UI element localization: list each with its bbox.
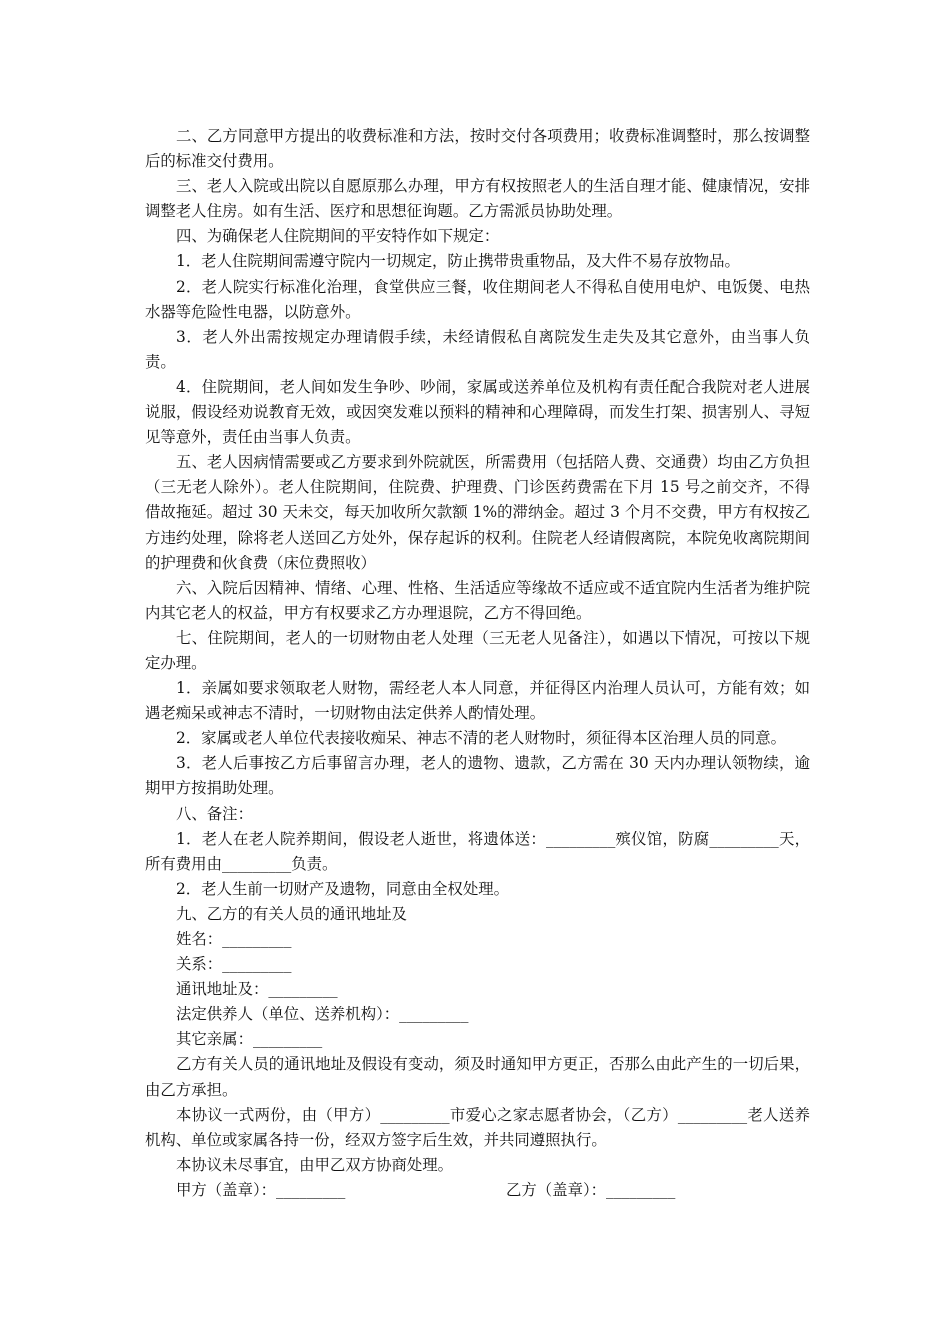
- agreement-copies: 本协议一式两份，由（甲方）_________市爱心之家志愿者协会，（乙方）_________老人送养机构、单位或家属各持一份，经双方签字后生效，并共同遵照执行。: [145, 1105, 810, 1149]
- clause-8-item-1: 1．老人在老人院养期间，假设老人逝世，将遗体送：_________殡仪馆，防腐_________天，所有费用由_________负责。: [145, 829, 810, 873]
- clause-7-item-2: 2．家属或老人单位代表接收痴呆、神志不清的老人财物时，须征得本区治理人员的同意。: [176, 729, 787, 748]
- clause-9-heading: 九、乙方的有关人员的通讯地址及: [176, 904, 407, 923]
- clause-8-heading: 八、备注：: [176, 804, 253, 823]
- clause-4-heading: 四、为确保老人住院期间的平安特作如下规定：: [176, 227, 500, 246]
- legal-guardian-field: 法定供养人（单位、送养机构）：_________: [176, 1005, 469, 1024]
- party-a-signature: 甲方（盖章）：_________: [176, 1180, 346, 1199]
- contact-name-field: 姓名：_________: [176, 930, 292, 948]
- party-b-signature: 乙方（盖章）：_________: [506, 1180, 676, 1199]
- clause-4-item-3: 3．老人外出需按规定办理请假手续，未经请假私自离院发生走失及其它意外，由当事人负责。: [145, 327, 810, 371]
- signature-row: [145, 1178, 810, 1203]
- contact-change-notice: 乙方有关人员的通讯地址及假设有变动，须及时通知甲方更正，否那么由此产生的一切后果，由乙方承担。: [145, 1055, 810, 1099]
- contact-relation-field: 关系：_________: [176, 955, 292, 974]
- unresolved-matters: 本协议未尽事宜，由甲乙双方协商处理。: [176, 1155, 454, 1174]
- clause-8-item-2: 2．老人生前一切财产及遗物，同意由全权处理。: [176, 879, 509, 898]
- clause-4-item-2: 2．老人院实行标准化治理，食堂供应三餐，收住期间老人不得私自使用电炉、电饭煲、电热水器等危险性电器，以防意外。: [145, 277, 810, 321]
- document-body: [145, 124, 810, 1203]
- clause-4-item-4: 4．住院期间，老人间如发生争吵、吵闹，家属或送养单位及机构有责任配合我院对老人进展说服，假设经劝说教育无效，或因突发难以预料的精神和心理障碍，而发生打架、损害别人、寻短见等意外，责任由当事人负责。: [145, 377, 810, 447]
- clause-7-item-3: 3．老人后事按乙方后事留言办理，老人的遗物、遗款，乙方需在 30 天内办理认领物续，逾期甲方按捐助处理。: [145, 754, 810, 798]
- clause-3-admission: 三、老人入院或出院以自愿原那么办理，甲方有权按照老人的生活自理才能、健康情况，安排调整老人住房。如有生活、医疗和思想征询题。乙方需派员协助处理。: [145, 177, 810, 221]
- clause-2-payment: 二、乙方同意甲方提出的收费标准和方法，按时交付各项费用；收费标准调整时，那么按调整后的标准交付费用。: [145, 127, 810, 171]
- clause-5-medical-fees: 五、老人因病情需要或乙方要求到外院就医，所需费用（包括陪人费、交通费）均由乙方负担（三无老人除外）。老人住院期间，住院费、护理费、门诊医药费需在下月 15 号之前交齐，不得借故拖延。超过 30 天未交，每天加收所欠款额 1%的滞纳金。超过 3 个月不交费，甲方有权按乙方违约处理，除将老人送回乙方处外，保存起诉的权利。住院老人经请假离院，本院免收离院期间的护理费和伙食费（床位费照收）: [145, 453, 810, 572]
- other-relatives-field: 其它亲属：_________: [176, 1030, 323, 1049]
- clause-6-discharge: 六、入院后因精神、情绪、心理、性格、生活适应等缘故不适应或不适宜院内生活者为维护院内其它老人的权益，甲方有权要求乙方办理退院，乙方不得回绝。: [145, 578, 810, 622]
- clause-7-item-1: 1．亲属如要求领取老人财物，需经老人本人同意，并征得区内治理人员认可，方能有效；如遇老痴呆或神志不清时，一切财物由法定供养人酌情处理。: [145, 679, 810, 723]
- clause-4-item-1: 1．老人住院期间需遵守院内一切规定，防止携带贵重物品，及大件不易存放物品。: [176, 252, 740, 271]
- clause-7-property: 七、住院期间，老人的一切财物由老人处理（三无老人见备注），如遇以下情况，可按以下规定办理。: [145, 628, 810, 672]
- contact-address-field: 通讯地址及：_________: [176, 980, 338, 999]
